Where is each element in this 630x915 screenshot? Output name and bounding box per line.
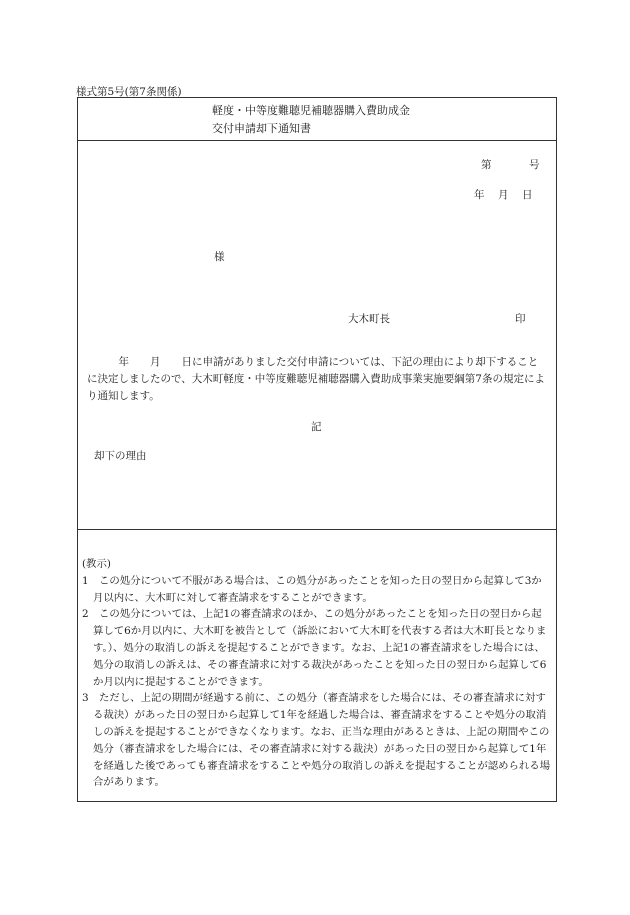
- date-year: 年: [474, 189, 485, 201]
- notice-text: 年 月 日に申請がありました交付申請については、下記の理由により却下することに決定しましたので、大木町軽度・中等度難聴児補聴器購入費助成事業実施要綱第7条の規定により通知します。: [87, 356, 545, 402]
- notes-item-2: 2 この処分については、上記1の審査請求のほか、この処分があったことを知った日の翌日から起算して6か月以内に、大木町を被告として（訴訟において大木町を代表する者は大木町長となります。）、処分の取消しの訴えを提起することができます。なお、上記1の審査請求をした場合には、処分の取消しの訴えは、その審査請求に対する裁決があったことを知った日の翌日から起算して6か月以内に提起することができます。: [82, 608, 547, 688]
- notes-heading: (教示): [82, 558, 111, 570]
- notes-box: [77, 529, 557, 802]
- notice-body-box: [77, 140, 557, 530]
- notes-content: [82, 556, 552, 791]
- date-month: 月: [498, 189, 509, 201]
- title-line-1: 軽度・中等度難聴児補聴器購入費助成金: [212, 104, 410, 117]
- reason-label: 却下の理由: [94, 450, 147, 462]
- recipient-sama: 様: [214, 251, 225, 263]
- doc-number-go: 号: [529, 159, 540, 171]
- issuer-seal: 印: [515, 313, 526, 325]
- ki-marker: 記: [311, 421, 322, 433]
- title-box: [77, 97, 557, 141]
- date-day: 日: [522, 189, 533, 201]
- doc-number-dai: 第: [481, 159, 492, 171]
- title-line-2: 交付申請却下通知書: [212, 122, 311, 135]
- issuer-name: 大木町長: [348, 313, 390, 325]
- form-number: 様式第5号(第7条関係): [76, 86, 182, 98]
- notes-item-1: 1 この処分について不服がある場合は、この処分があったことを知った日の翌日から起算して3か月以内に、大木町に対して審査請求をすることができます。: [82, 574, 542, 604]
- notes-item-3: 3 ただし、上記の期間が経過する前に、この処分（審査請求をした場合には、その審査請求に対する裁決）があった日の翌日から起算して1年を経過した場合は、審査請求をすることや処分の取消しの訴えを提起することができなくなります。なお、正当な理由があるときは、上記の期間やこの処分（審査請求をした場合には、その審査請求に対する裁決）があった日の翌日から起算して1年を経過した後であっても審査請求をすることや処分の取消しの訴えを提起することが認められる場合があります。: [82, 692, 551, 789]
